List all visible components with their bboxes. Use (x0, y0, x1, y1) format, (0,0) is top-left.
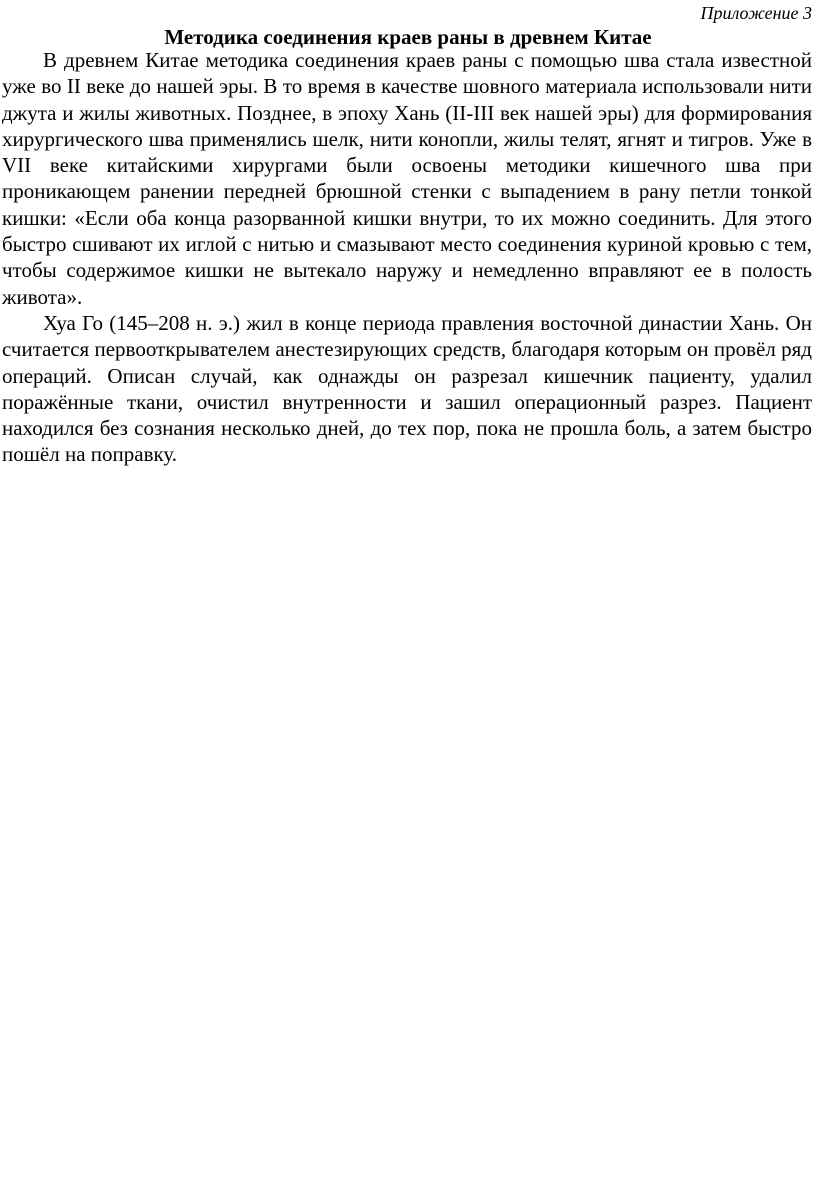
document-body (2, 47, 812, 468)
paragraph-stitching-history: В древнем Китае методика соединения краев раны с помощью шва стала известной уже во II веке до нашей эры. В то время в качестве шовного материала использовали нити джута и жилы животных. Позднее, в эпоху Хань (II-III век нашей эры) для формирования хирургического шва применялись шелк, нити конопли, жилы телят, ягнят и тигров. Уже в VII веке китайскими хирургами были освоены методики кишечного шва при проникающем ранении передней брюшной стенки с выпадением в рану петли тонкой кишки: «Если оба конца разорванной кишки внутри, то их можно соединить. Для этого быстро сшивают их иглой с нитью и смазывают место соединения куриной кровью с тем, чтобы содержимое кишки не вытекало наружу и немедленно вправляют ее в полость живота». (2, 48, 812, 309)
appendix-label: Приложение 3 (700, 3, 812, 23)
paragraph-hua-go: Хуа Го (145–208 н. э.) жил в конце периода правления восточной династии Хань. Он считается первооткрывателем анестезирующих средств, благодаря которым он провёл ряд операций. Описан случай, как однажды он разрезал кишечник пациенту, удалил поражённые ткани, очистил внутренности и зашил операционный разрез. Пациент находился без сознания несколько дней, до тех пор, пока не прошла боль, а затем быстро пошёл на поправку. (2, 310, 812, 467)
document-title: Методика соединения краев раны в древнем Китае (164, 25, 652, 49)
